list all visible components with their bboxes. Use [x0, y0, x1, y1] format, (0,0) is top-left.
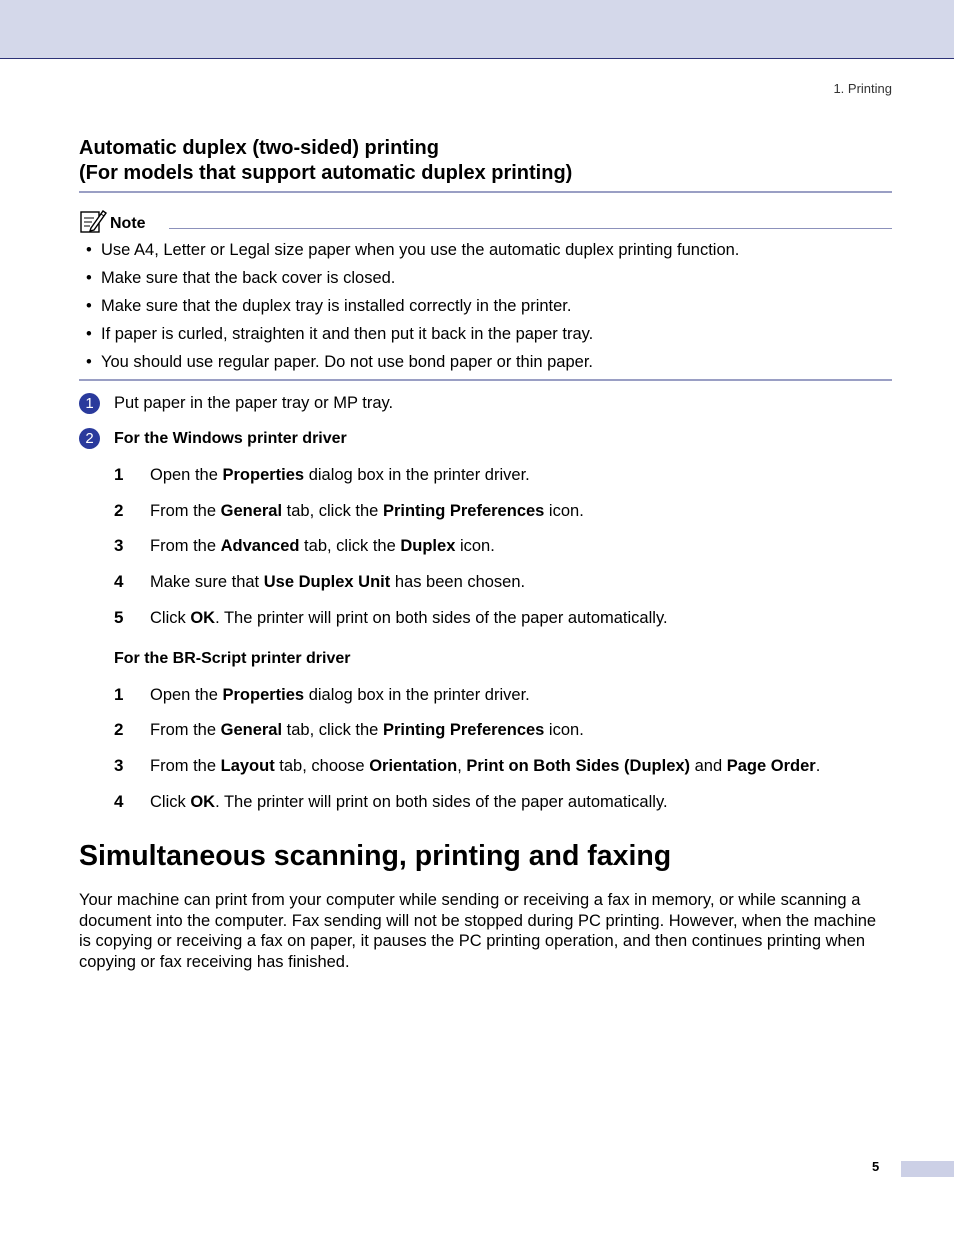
substep-number: 4 [114, 572, 124, 591]
note-label: Note [110, 215, 146, 232]
substep-text: Click OK. The printer will print on both sides of the paper automatically. [150, 793, 668, 811]
section-divider [79, 191, 892, 193]
bullet-icon: • [86, 269, 92, 287]
brscript-driver-heading: For the BR-Script printer driver [114, 650, 351, 667]
list-item: • Make sure that the duplex tray is installed correctly in the printer. [86, 292, 892, 320]
note-list [86, 236, 892, 376]
paragraph-line: is copying or receiving a fax on paper, it pauses the PC printing operation, and then continues printing when [79, 932, 866, 950]
substep-number: 2 [114, 501, 124, 520]
substep-number: 1 [114, 465, 124, 484]
substep-text: Make sure that Use Duplex Unit has been chosen. [150, 573, 526, 591]
substep-number: 4 [114, 792, 124, 811]
header-band [0, 0, 954, 59]
step-1-text: Put paper in the paper tray or MP tray. [114, 394, 394, 412]
paragraph-line: document into the computer. Fax sending will not be stopped during PC printing. However, when the machine [79, 911, 877, 930]
windows-driver-heading: For the Windows printer driver [114, 430, 347, 447]
substep-text: From the Layout tab, choose Orientation, Print on Both Sides (Duplex) and Page Order. [150, 757, 821, 775]
section-title-line1: Automatic duplex (two-sided) printing [79, 137, 439, 159]
step-1-icon: 1 [79, 393, 100, 414]
substep-text: From the General tab, click the Printing Preferences icon. [150, 721, 584, 739]
bullet-icon: • [86, 241, 92, 259]
substep-text: Open the Properties dialog box in the printer driver. [150, 466, 530, 484]
substep-text: Click OK. The printer will print on both sides of the paper automatically. [150, 609, 668, 627]
substep-number: 1 [114, 685, 124, 704]
step-2-icon: 2 [79, 428, 100, 449]
bullet-icon: • [86, 297, 92, 315]
list-item: • You should use regular paper. Do not use bond paper or thin paper. [86, 348, 892, 376]
paragraph-line: Your machine can print from your computer while sending or receiving a fax in memory, or while scanning a [79, 891, 861, 909]
list-item: • If paper is curled, straighten it and then put it back in the paper tray. [86, 320, 892, 348]
page-number: 5 [872, 1159, 880, 1174]
simultaneous-paragraph [79, 890, 894, 972]
simultaneous-heading: Simultaneous scanning, printing and faxing [79, 840, 672, 872]
substep-number: 3 [114, 536, 124, 555]
paragraph-line: copying or fax receiving has finished. [79, 952, 350, 971]
substep-text: From the General tab, click the Printing Preferences icon. [150, 502, 584, 520]
list-item: • Use A4, Letter or Legal size paper when you use the automatic duplex printing function. [86, 236, 892, 264]
substep-number: 2 [114, 720, 124, 739]
substep-text: Open the Properties dialog box in the printer driver. [150, 686, 530, 704]
bullet-icon: • [86, 353, 92, 371]
substep-text: From the Advanced tab, click the Duplex icon. [150, 537, 495, 555]
substep-number: 3 [114, 756, 124, 775]
list-item: • Make sure that the back cover is closed. [86, 264, 892, 292]
note-header [79, 208, 892, 234]
note-end-divider [79, 379, 892, 381]
note-rule [169, 228, 892, 229]
substep-number: 5 [114, 608, 124, 627]
bullet-icon: • [86, 325, 92, 343]
section-title [79, 136, 892, 186]
page-tab [901, 1161, 954, 1177]
note-pencil-icon [79, 208, 107, 234]
section-title-line2: (For models that support automatic duplex printing) [79, 162, 573, 184]
running-header: 1. Printing [833, 81, 892, 96]
